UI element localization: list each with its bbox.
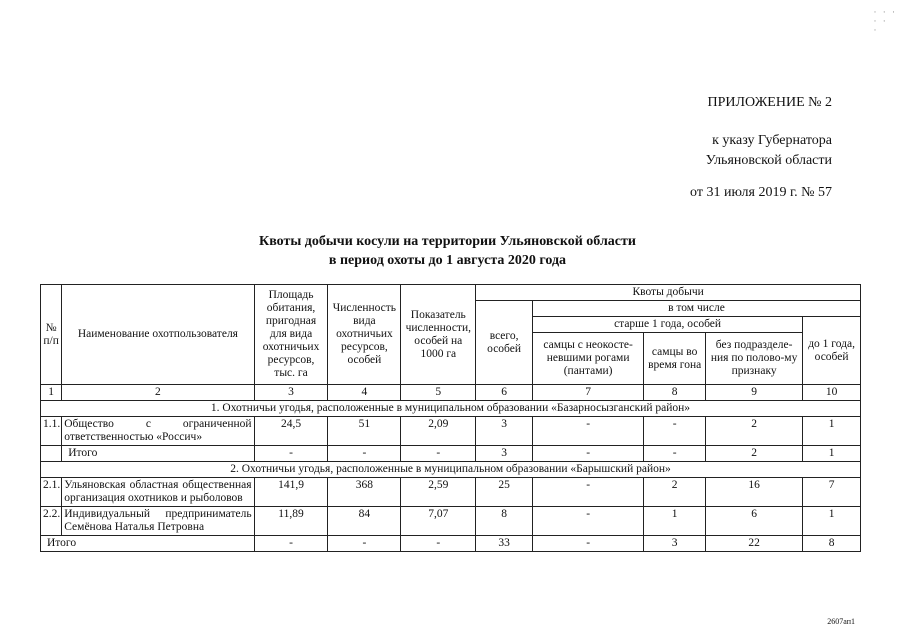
column-number: 7 <box>532 385 643 401</box>
row-no-sex-split: 6 <box>706 507 803 536</box>
row-number: 2.2. <box>41 507 62 536</box>
row-density: 7,07 <box>401 507 476 536</box>
row-no-sex-split: 16 <box>706 478 803 507</box>
header-under-one: до 1 года, особей <box>803 317 861 385</box>
column-number: 4 <box>328 385 401 401</box>
row-males-antlerless: - <box>532 478 643 507</box>
column-numbers-row <box>41 385 861 401</box>
row-males-antlerless: - <box>532 417 643 446</box>
subtotal-total: 33 <box>476 536 533 552</box>
row-males-season: 1 <box>644 507 706 536</box>
row-number: 1.1. <box>41 417 62 446</box>
header-including: в том числе <box>532 301 860 317</box>
document-title-line2: в период охоты до 1 августа 2020 года <box>328 253 567 268</box>
row-population: 51 <box>328 417 401 446</box>
row-under-one: 7 <box>803 478 861 507</box>
row-total: 25 <box>476 478 533 507</box>
scan-corner-marks: · · · · · · <box>873 7 897 35</box>
section-title: 2. Охотничьи угодья, расположенные в муниципальном образовании «Барышский район» <box>41 462 861 478</box>
subtotal-under-one: 1 <box>803 446 861 462</box>
header-population: Численность вида охотничьих ресурсов, особей <box>328 285 401 385</box>
row-name: Общество с ограниченной ответственностью «Россич» <box>62 417 254 446</box>
header-males-season: самцы во время гона <box>644 333 706 385</box>
header-name: Наименование охотпользователя <box>62 285 254 385</box>
subtotal-density: - <box>401 536 476 552</box>
header-number: № п/п <box>41 285 62 385</box>
column-number: 8 <box>644 385 706 401</box>
row-area: 24,5 <box>254 417 328 446</box>
column-number: 1 <box>41 385 62 401</box>
row-area: 141,9 <box>254 478 328 507</box>
row-males-antlerless: - <box>532 507 643 536</box>
column-number: 9 <box>706 385 803 401</box>
subtotal-total: 3 <box>476 446 533 462</box>
subtotal-under-one: 8 <box>803 536 861 552</box>
quota-table <box>40 284 861 552</box>
header-males-antlerless: самцы с неокосте-невшими рогами (пантами) <box>532 333 643 385</box>
document-title-line1: Квоты добычи косули на территории Ульяновской области <box>259 234 636 249</box>
subtotal-area: - <box>254 536 328 552</box>
row-under-one: 1 <box>803 417 861 446</box>
row-total: 8 <box>476 507 533 536</box>
row-population: 84 <box>328 507 401 536</box>
appendix-date: от 31 июля 2019 г. № 57 <box>690 185 832 200</box>
column-number: 10 <box>803 385 861 401</box>
subtotal-males-antlerless: - <box>532 536 643 552</box>
row-name: Ульяновская областная общественная организация охотников и рыболовов <box>62 478 254 507</box>
subtotal-males-season: - <box>644 446 706 462</box>
subtotal-population: - <box>328 446 401 462</box>
subtotal-number <box>41 446 62 462</box>
table-row <box>41 507 861 536</box>
row-area: 11,89 <box>254 507 328 536</box>
subtotal-males-antlerless: - <box>532 446 643 462</box>
header-area: Площадь обитания, пригодная для вида охотничьих ресурсов, тыс. га <box>254 285 328 385</box>
row-density: 2,09 <box>401 417 476 446</box>
column-number: 2 <box>62 385 254 401</box>
header-density: Показатель численности, особей на 1000 га <box>401 285 476 385</box>
appendix-decree-line2: Ульяновской области <box>705 153 832 168</box>
subtotal-males-season: 3 <box>644 536 706 552</box>
row-name: Индивидуальный предприниматель Семёнова Наталья Петровна <box>62 507 254 536</box>
page-code: 2607ап1 <box>827 617 855 626</box>
row-density: 2,59 <box>401 478 476 507</box>
subtotal-no-sex-split: 2 <box>706 446 803 462</box>
appendix-decree <box>600 131 832 171</box>
row-population: 368 <box>328 478 401 507</box>
table-row <box>41 478 861 507</box>
table-row <box>41 417 861 446</box>
subtotal-row <box>41 536 861 552</box>
subtotal-area: - <box>254 446 328 462</box>
subtotal-label: Итого <box>62 446 254 462</box>
section-title: 1. Охотничьи угодья, расположенные в муниципальном образовании «Базарносызганский район» <box>41 401 861 417</box>
subtotal-no-sex-split: 22 <box>706 536 803 552</box>
subtotal-row <box>41 446 861 462</box>
header-total: всего, особей <box>476 301 533 385</box>
appendix-decree-line1: к указу Губернатора <box>712 133 832 148</box>
subtotal-population: - <box>328 536 401 552</box>
row-males-season: 2 <box>644 478 706 507</box>
row-number: 2.1. <box>41 478 62 507</box>
row-males-season: - <box>644 417 706 446</box>
header-older: старше 1 года, особей <box>532 317 802 333</box>
subtotal-label: Итого <box>41 536 255 552</box>
row-total: 3 <box>476 417 533 446</box>
appendix-title: ПРИЛОЖЕНИЕ № 2 <box>707 95 832 110</box>
row-under-one: 1 <box>803 507 861 536</box>
header-no-sex-split: без подразделе-ния по полово-му признаку <box>706 333 803 385</box>
column-number: 5 <box>401 385 476 401</box>
section-header-row <box>41 462 861 478</box>
section-header-row <box>41 401 861 417</box>
row-no-sex-split: 2 <box>706 417 803 446</box>
column-number: 3 <box>254 385 328 401</box>
document-title <box>0 232 905 270</box>
header-quotas: Квоты добычи <box>476 285 861 301</box>
column-number: 6 <box>476 385 533 401</box>
subtotal-density: - <box>401 446 476 462</box>
